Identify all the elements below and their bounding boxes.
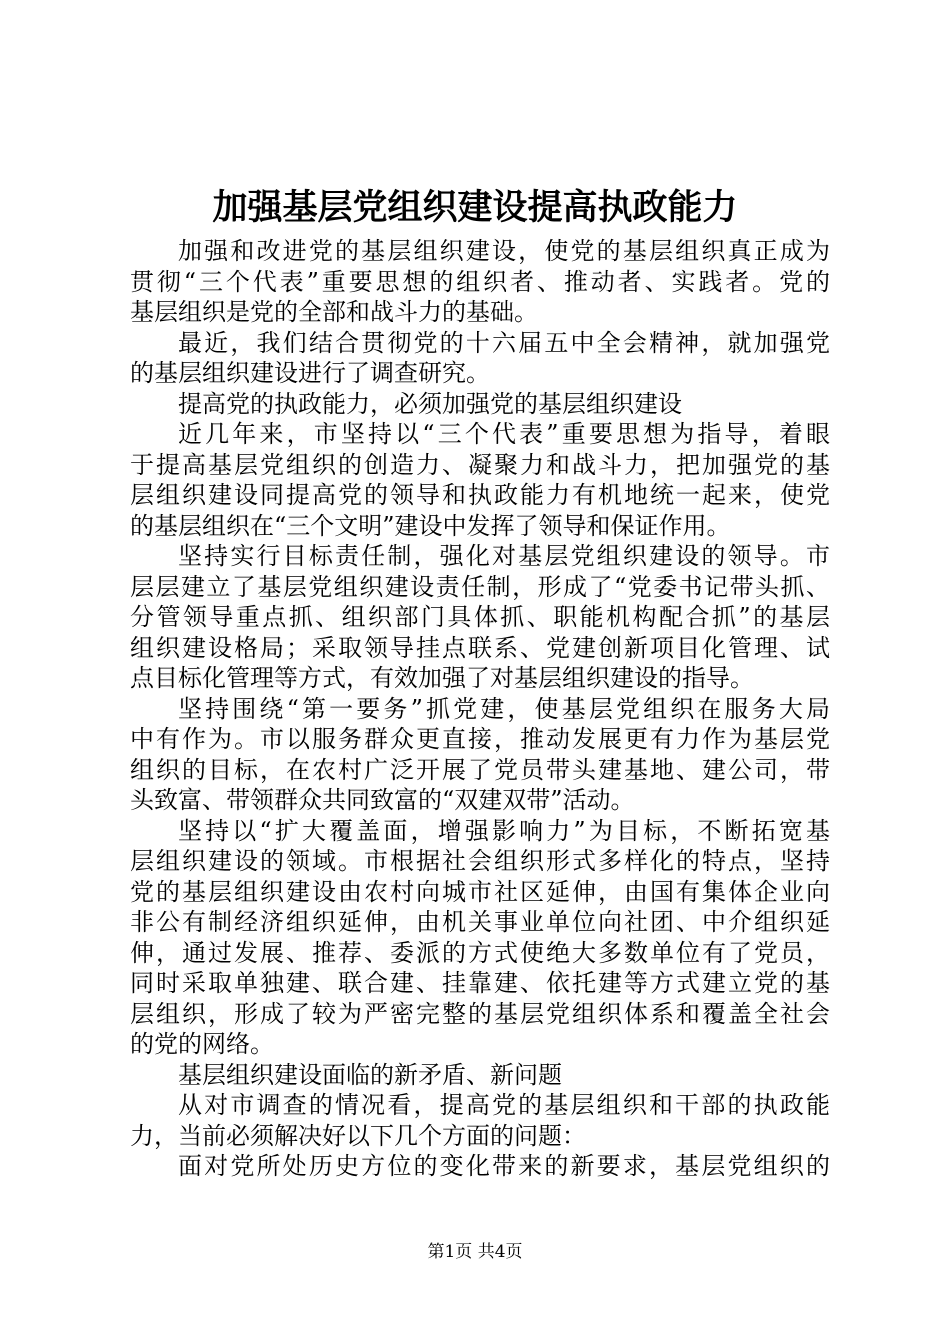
- paragraph-line: 层组织，形成了较为严密完整的基层党组织体系和覆盖全社会: [130, 999, 830, 1028]
- paragraph-line: 的党的网络。: [130, 1030, 274, 1058]
- paragraph-line: 力，当前必须解决好以下几个方面的问题：: [130, 1121, 586, 1150]
- paragraph-line: 坚持实行目标责任制，强化对基层党组织建设的领导。市: [178, 542, 830, 570]
- paragraph-line: 中有作为。市以服务群众更直接，推动发展更有力作为基层党: [130, 725, 830, 753]
- paragraph-line: 组织建设格局；采取领导挂点联系、党建创新项目化管理、试: [130, 633, 830, 662]
- document-title: 加强基层党组织建设提高执政能力: [212, 187, 738, 228]
- paragraph-line: 伸，通过发展、推荐、委派的方式使绝大多数单位有了党员，: [130, 938, 830, 967]
- paragraph-line: 从对市调查的情况看，提高党的基层组织和干部的执政能: [178, 1091, 830, 1119]
- paragraph-line: 基层组织是党的全部和战斗力的基础。: [130, 298, 538, 326]
- paragraph-line: 头致富、带领群众共同致富的“双建双带”活动。: [130, 786, 635, 814]
- paragraph-line: 层层建立了基层党组织建设责任制，形成了“党委书记带头抓、: [130, 572, 830, 601]
- section-heading: 基层组织建设面临的新矛盾、新问题: [178, 1060, 562, 1089]
- paragraph-line: 的基层组织在“三个文明”建设中发挥了领导和保证作用。: [130, 511, 731, 540]
- document-body: [130, 236, 830, 1182]
- paragraph-line: 点目标化管理等方式，有效加强了对基层组织建设的指导。: [130, 664, 754, 692]
- paragraph-line: 加强和改进党的基层组织建设，使党的基层组织真正成为: [178, 237, 830, 265]
- paragraph-line: 同时采取单独建、联合建、挂靠建、依托建等方式建立党的基: [130, 969, 830, 997]
- paragraph-line: 党的基层组织建设由农村向城市社区延伸，由国有集体企业向: [130, 877, 830, 906]
- paragraph-line: 近几年来，市坚持以“三个代表”重要思想为指导，着眼: [178, 420, 830, 448]
- paragraph-line: 于提高基层党组织的创造力、凝聚力和战斗力，把加强党的基: [130, 450, 830, 479]
- paragraph-line: 组织的目标，在农村广泛开展了党员带头建基地、建公司，带: [130, 755, 830, 784]
- paragraph-line: 贯彻“三个代表”重要思想的组织者、推动者、实践者。党的: [130, 267, 830, 296]
- paragraph-line: 最近，我们结合贯彻党的十六届五中全会精神，就加强党: [178, 328, 830, 357]
- paragraph-line: 坚持以“扩大覆盖面，增强影响力”为目标，不断拓宽基: [178, 816, 830, 845]
- paragraph-line: 层组织建设的领域。市根据社会组织形式多样化的特点，坚持: [130, 847, 830, 875]
- paragraph-line: 层组织建设同提高党的领导和执政能力有机地统一起来，使党: [130, 481, 830, 509]
- paragraph-line: 坚持围绕“第一要务”抓党建，使基层党组织在服务大局: [178, 694, 830, 723]
- paragraph-line: 非公有制经济组织延伸，由机关事业单位向社团、中介组织延: [130, 908, 830, 936]
- paragraph-line: 分管领导重点抓、组织部门具体抓、职能机构配合抓”的基层: [130, 603, 830, 631]
- section-heading: 提高党的执政能力，必须加强党的基层组织建设: [178, 389, 682, 418]
- paragraph-line: 面对党所处历史方位的变化带来的新要求，基层党组织的: [178, 1152, 830, 1180]
- page-footer: 第1页 共4页: [427, 1242, 523, 1262]
- paragraph-line: 的基层组织建设进行了调查研究。: [130, 359, 490, 387]
